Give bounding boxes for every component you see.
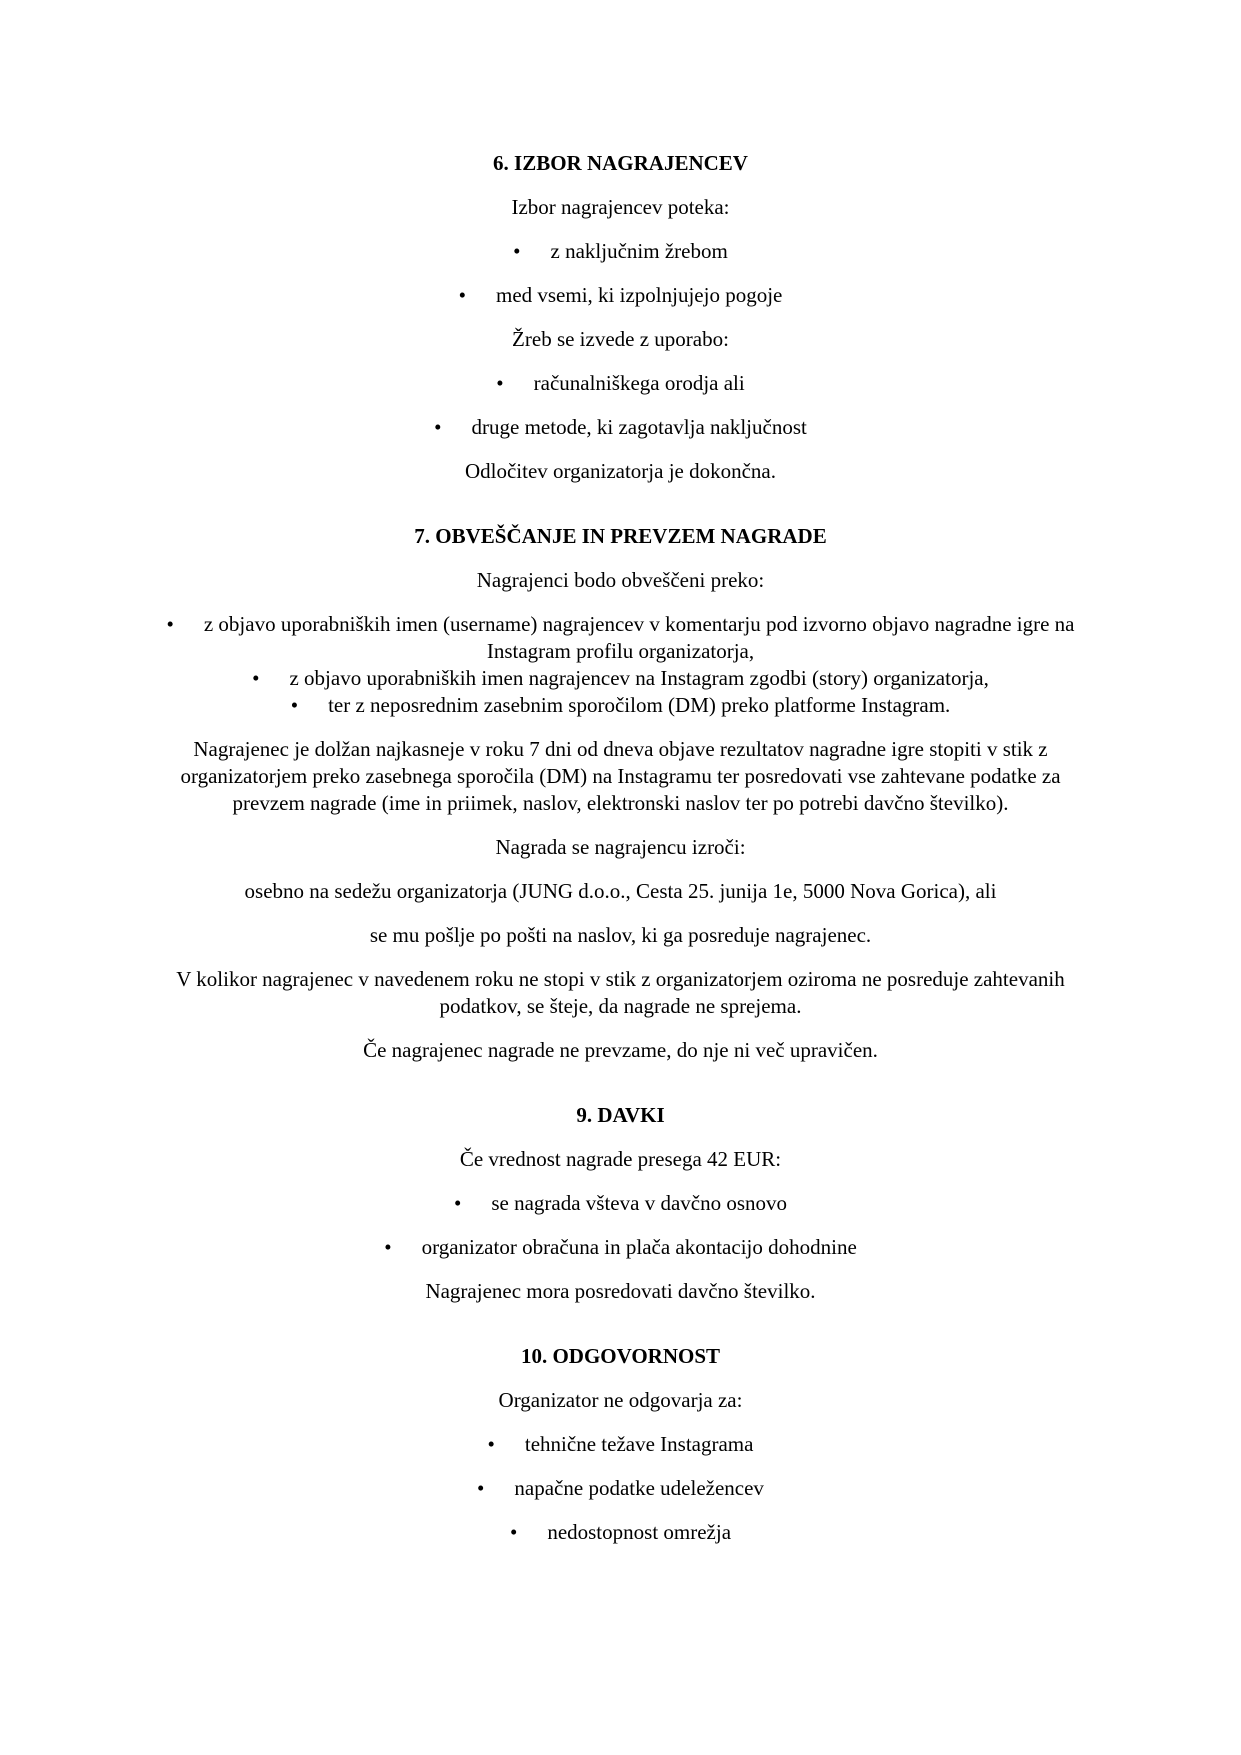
- bullet-icon: •: [166, 612, 174, 636]
- bullet-item: [145, 1519, 1096, 1546]
- bullet-item-text: z objavo uporabniških imen (username) nagrajencev v komentarju pod izvorno objavo nagradne igre na Instagram profilu organizatorja,: [203, 612, 1075, 663]
- section-9-davki: [145, 1102, 1096, 1305]
- bullet-item-text: z objavo uporabniških imen nagrajencev na Instagram zgodbi (story) organizatorja,: [289, 666, 989, 690]
- bullet-item-text: napačne podatke udeležencev: [514, 1476, 764, 1500]
- paragraph: Nagrajenec mora posredovati davčno številko.: [425, 1279, 816, 1303]
- paragraph: Če vrednost nagrade presega 42 EUR:: [459, 1147, 782, 1171]
- section-7-obvescanje-in-prevzem-nagrade: [145, 523, 1096, 1064]
- paragraph: V kolikor nagrajenec v navedenem roku ne stopi v stik z organizatorjem oziroma ne posreduje zahtevanih podatkov, se šteje, da nagrade ne sprejema.: [176, 967, 1065, 1018]
- bullet-item-text: računalniškega orodja ali: [533, 371, 745, 395]
- paragraph: Če nagrajenec nagrade ne prevzame, do nje ni več upravičen.: [363, 1038, 878, 1062]
- bullet-item-text: druge metode, ki zagotavlja naključnost: [471, 415, 807, 439]
- bullet-item: [145, 611, 1096, 665]
- bullet-list: [145, 611, 1096, 719]
- bullet-item: [145, 370, 1096, 397]
- paragraph: Odločitev organizatorja je dokončna.: [464, 459, 776, 483]
- bullet-icon: •: [487, 1432, 495, 1456]
- section-heading: 10. ODGOVORNOST: [520, 1344, 721, 1368]
- bullet-item: [145, 282, 1096, 309]
- paragraph: Nagrada se nagrajencu izroči:: [495, 835, 746, 859]
- bullet-item: [145, 238, 1096, 265]
- bullet-item: [145, 1190, 1096, 1217]
- bullet-item-text: se nagrada všteva v davčno osnovo: [491, 1191, 788, 1215]
- paragraph: Nagrajenec je dolžan najkasneje v roku 7 dni od dneva objave rezultatov nagradne igre stopiti v stik z organizatorjem preko zasebnega sporočila (DM) na Instagramu ter posredovati vse zahtevane podatke za prevzem nagrade (ime in priimek, naslov, elektronski naslov ter po potrebi davčno številko).: [180, 737, 1061, 815]
- bullet-item: [145, 665, 1096, 692]
- bullet-item: [145, 1431, 1096, 1458]
- bullet-item: [145, 1234, 1096, 1261]
- bullet-item-text: ter z neposrednim zasebnim sporočilom (DM) preko platforme Instagram.: [328, 693, 951, 717]
- paragraph: se mu pošlje po pošti na naslov, ki ga posreduje nagrajenec.: [369, 923, 872, 947]
- paragraph: osebno na sedežu organizatorja (JUNG d.o.o., Cesta 25. junija 1e, 5000 Nova Gorica), ali: [244, 879, 997, 903]
- bullet-icon: •: [458, 283, 466, 307]
- bullet-item: [145, 414, 1096, 441]
- bullet-item-text: organizator obračuna in plača akontacijo dohodnine: [421, 1235, 857, 1259]
- bullet-icon: •: [513, 239, 521, 263]
- bullet-item-text: med vsemi, ki izpolnjujejo pogoje: [495, 283, 783, 307]
- paragraph: Izbor nagrajencev poteka:: [511, 195, 730, 219]
- bullet-item: [145, 1475, 1096, 1502]
- paragraph: Žreb se izvede z uporabo:: [512, 327, 729, 351]
- bullet-icon: •: [496, 371, 504, 395]
- bullet-icon: •: [434, 415, 442, 439]
- section-heading: 9. DAVKI: [576, 1103, 665, 1127]
- bullet-icon: •: [477, 1476, 485, 1500]
- bullet-icon: •: [453, 1191, 462, 1215]
- bullet-item-text: tehnične težave Instagrama: [524, 1432, 754, 1456]
- bullet-item: [145, 692, 1096, 719]
- bullet-item-text: nedostopnost omrežja: [547, 1520, 732, 1544]
- section-6-izbor-nagrajencev: [145, 150, 1096, 485]
- paragraph: Nagrajenci bodo obveščeni preko:: [476, 568, 765, 592]
- bullet-icon: •: [252, 666, 260, 690]
- paragraph: Organizator ne odgovarja za:: [498, 1388, 743, 1412]
- section-10-odgovornost: [145, 1343, 1096, 1546]
- section-heading: 6. IZBOR NAGRAJENCEV: [493, 151, 748, 175]
- bullet-icon: •: [509, 1520, 518, 1544]
- bullet-icon: •: [384, 1235, 392, 1259]
- bullet-icon: •: [290, 693, 299, 717]
- section-heading: 7. OBVEŠČANJE IN PREVZEM NAGRADE: [414, 524, 827, 548]
- bullet-item-text: z naključnim žrebom: [550, 239, 728, 263]
